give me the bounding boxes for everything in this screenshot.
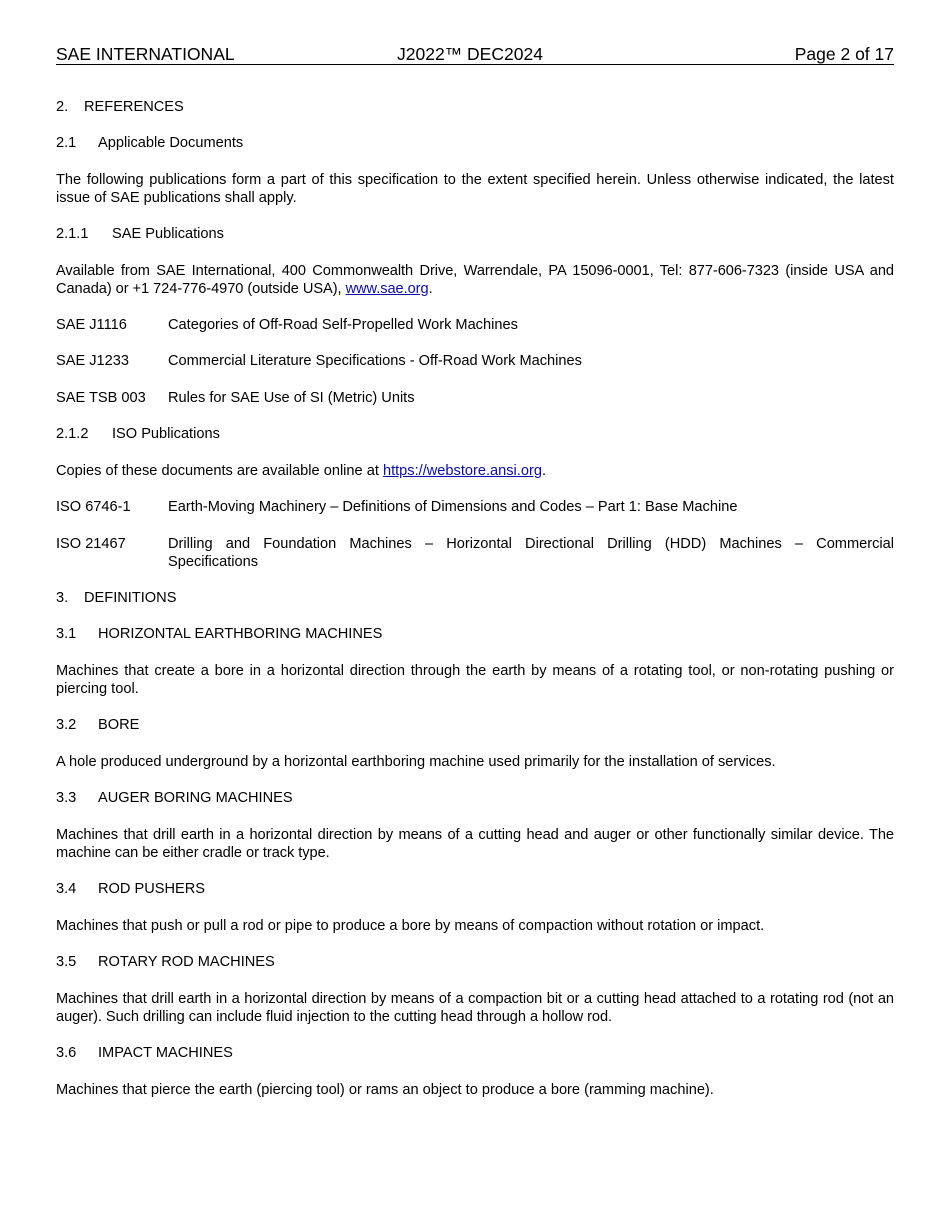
definition-text: Machines that drill earth in a horizontal direction by means of a compaction bit or a cutting head attached to a rotating rod (not an auger). Such drilling can include fluid injection to the cutting head through a hollow rod. bbox=[56, 991, 894, 1025]
definition-number: 3.3 bbox=[56, 790, 77, 806]
section-number: 2.1.2 bbox=[56, 426, 89, 442]
availability-text: Available from SAE International, 400 Commonwealth Drive, Warrendale, PA 15096-0001, Tel: 877-606-7323 (inside USA and Canada) or +1 724-776-4970 (outside USA), bbox=[56, 263, 894, 297]
definition-term: IMPACT MACHINES bbox=[98, 1045, 233, 1061]
definition-term: HORIZONTAL EARTHBORING MACHINES bbox=[98, 626, 383, 642]
section-number: 2. bbox=[56, 99, 69, 115]
definition-heading bbox=[56, 716, 894, 734]
reference-title: Earth-Moving Machinery – Definitions of Dimensions and Codes – Part 1: Base Machine bbox=[168, 499, 738, 515]
section-heading-applicable-documents bbox=[56, 134, 894, 152]
paragraph-sae-availability bbox=[56, 262, 894, 298]
section-number: 2.1.1 bbox=[56, 226, 89, 242]
reference-title: Drilling and Foundation Machines – Horizontal Directional Drilling (HDD) Machines – Commercial Specifications bbox=[168, 536, 894, 570]
reference-code: SAE J1233 bbox=[56, 353, 130, 369]
definition-text: Machines that push or pull a rod or pipe to produce a bore by means of compaction without rotation or impact. bbox=[56, 918, 765, 934]
definition-term: ROTARY ROD MACHINES bbox=[98, 954, 275, 970]
section-heading-iso-publications bbox=[56, 425, 894, 443]
reference-code: ISO 6746-1 bbox=[56, 499, 131, 515]
definition-number: 3.1 bbox=[56, 626, 77, 642]
availability-text-end: . bbox=[541, 463, 547, 479]
reference-code: SAE TSB 003 bbox=[56, 390, 146, 406]
paragraph-iso-availability bbox=[56, 462, 894, 480]
reference-item bbox=[56, 352, 894, 370]
section-number: 2.1 bbox=[56, 135, 77, 151]
page-header bbox=[56, 44, 894, 65]
header-org: SAE INTERNATIONAL bbox=[56, 44, 235, 64]
header-doc-id: J2022™ DEC2024 bbox=[397, 44, 543, 64]
definition-number: 3.5 bbox=[56, 954, 77, 970]
definition-number: 3.2 bbox=[56, 717, 77, 733]
section-heading-sae-publications bbox=[56, 225, 894, 243]
section-title: DEFINITIONS bbox=[84, 590, 177, 606]
header-page-number: Page 2 of 17 bbox=[794, 44, 894, 64]
paragraph-applicable-documents: The following publications form a part of this specification to the extent specified herein. Unless otherwise indicated, the latest issue of SAE publications shall apply. bbox=[56, 172, 894, 206]
definition-heading bbox=[56, 953, 894, 971]
section-title: SAE Publications bbox=[112, 226, 224, 242]
reference-title: Commercial Literature Specifications - Off-Road Work Machines bbox=[168, 353, 582, 369]
section-heading-references bbox=[56, 98, 894, 116]
reference-code: ISO 21467 bbox=[56, 536, 126, 552]
definition-text: A hole produced underground by a horizontal earthboring machine used primarily for the installation of services. bbox=[56, 754, 776, 770]
definition-heading bbox=[56, 1044, 894, 1062]
definition-term: AUGER BORING MACHINES bbox=[98, 790, 293, 806]
definition-heading bbox=[56, 789, 894, 807]
definition-text: Machines that create a bore in a horizontal direction through the earth by means of a rotating tool, or non-rotating pushing or piercing tool. bbox=[56, 663, 894, 697]
section-title: REFERENCES bbox=[84, 99, 184, 115]
definition-term: ROD PUSHERS bbox=[98, 881, 206, 897]
definition-number: 3.4 bbox=[56, 881, 77, 897]
reference-item bbox=[56, 498, 894, 516]
ansi-webstore-link[interactable]: https://webstore.ansi.org bbox=[382, 463, 542, 479]
section-title: ISO Publications bbox=[112, 426, 220, 442]
reference-title: Categories of Off-Road Self-Propelled Work Machines bbox=[168, 317, 518, 333]
definition-text: Machines that drill earth in a horizontal direction by means of a cutting head and auger or other functionally similar device. The machine can be either cradle or track type. bbox=[56, 827, 894, 861]
definition-number: 3.6 bbox=[56, 1045, 77, 1061]
definition-term: BORE bbox=[98, 717, 140, 733]
sae-website-link[interactable]: www.sae.org bbox=[345, 281, 429, 297]
reference-item bbox=[56, 535, 894, 571]
definition-heading bbox=[56, 625, 894, 643]
reference-item bbox=[56, 316, 894, 334]
section-title: Applicable Documents bbox=[98, 135, 244, 151]
reference-item bbox=[56, 389, 894, 407]
reference-title: Rules for SAE Use of SI (Metric) Units bbox=[168, 390, 415, 406]
reference-code: SAE J1116 bbox=[56, 317, 127, 333]
section-number: 3. bbox=[56, 590, 69, 606]
section-heading-definitions bbox=[56, 589, 894, 607]
availability-text: Copies of these documents are available online at bbox=[56, 463, 383, 479]
definition-text: Machines that pierce the earth (piercing tool) or rams an object to produce a bore (ramming machine). bbox=[56, 1082, 714, 1098]
definition-heading bbox=[56, 880, 894, 898]
availability-text-end: . bbox=[428, 281, 433, 297]
